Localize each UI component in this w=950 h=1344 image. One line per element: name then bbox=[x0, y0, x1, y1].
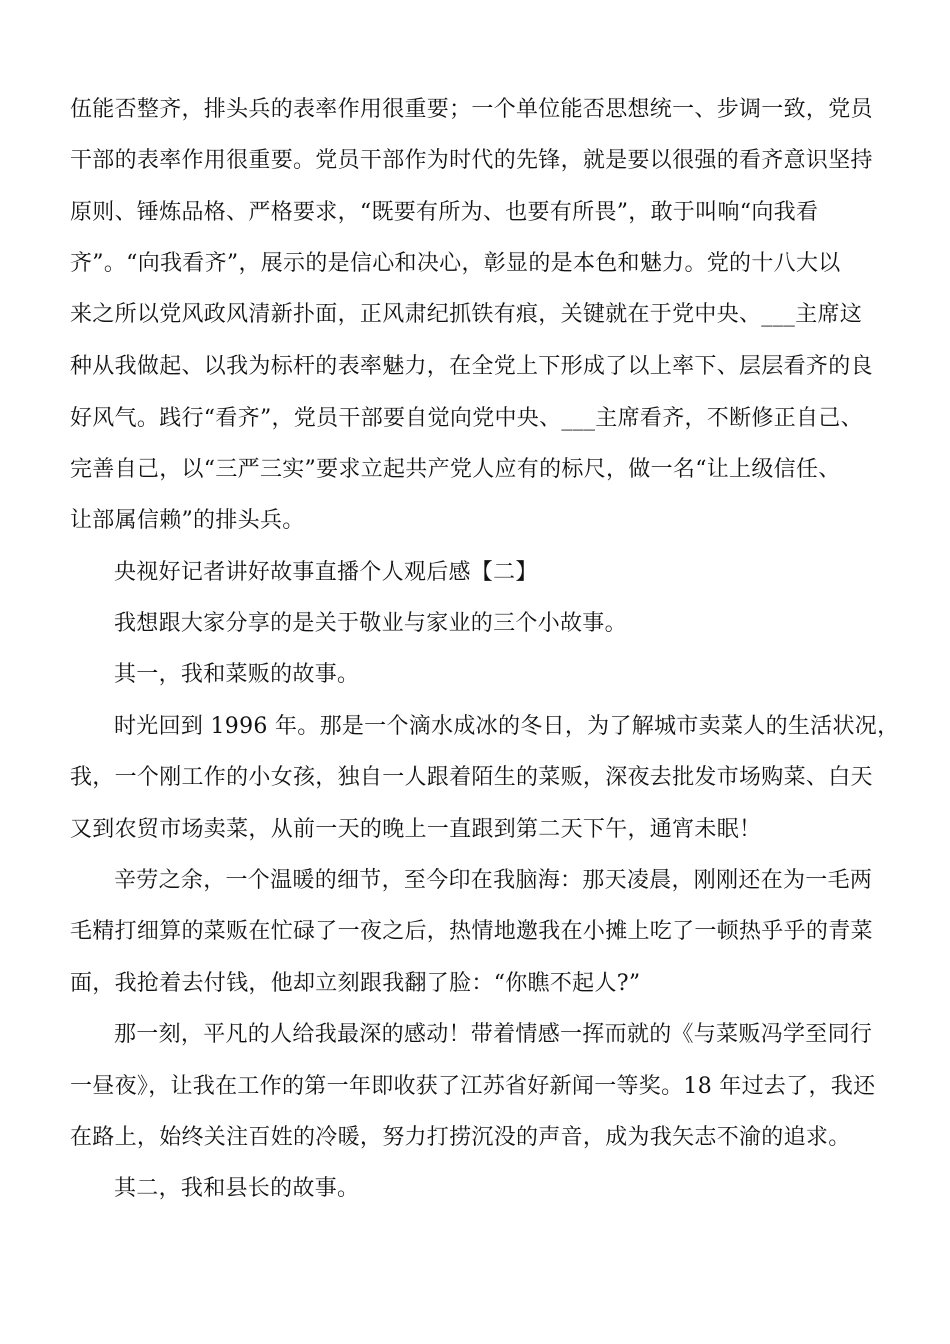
paragraph-line: 我，一个刚工作的小女孩，独自一人跟着陌生的菜贩，深夜去批发市场购菜、白天 bbox=[70, 765, 873, 790]
story-heading: 其一，我和菜贩的故事。 bbox=[114, 662, 360, 687]
paragraph-line: 那一刻，平凡的人给我最深的感动！带着情感一挥而就的《与菜贩冯学至同行 bbox=[114, 1022, 873, 1047]
paragraph-line: 时光回到 1996 年。那是一个滴水成冰的冬日，为了解城市卖菜人的生活状况， bbox=[114, 714, 900, 739]
paragraph-line: 来之所以党风政风清新扑面，正风肃纪抓铁有痕，关键就在于党中央、___主席这 bbox=[70, 302, 863, 327]
section-heading: 央视好记者讲好故事直播个人观后感【二】 bbox=[114, 560, 538, 585]
paragraph-line: 齐”。“向我看齐”，展示的是信心和决心，彰显的是本色和魅力。党的十八大以 bbox=[70, 251, 841, 276]
story-heading: 其二，我和县长的故事。 bbox=[114, 1176, 360, 1201]
paragraph-line: 原则、锤炼品格、严格要求，“既要有所为、也要有所畏”，敢于叫响“向我看 bbox=[70, 200, 819, 225]
paragraph-line: 我想跟大家分享的是关于敬业与家业的三个小故事。 bbox=[114, 611, 627, 636]
paragraph-line: 毛精打细算的菜贩在忙碌了一夜之后，热情地邀我在小摊上吃了一顿热乎乎的青菜 bbox=[70, 919, 873, 944]
paragraph-line: 好风气。践行“看齐”，党员干部要自觉向党中央、___主席看齐，不断修正自己、 bbox=[70, 406, 863, 431]
paragraph-line: 又到农贸市场卖菜，从前一天的晚上一直跟到第二天下午，通宵未眠！ bbox=[70, 817, 762, 842]
paragraph-line: 一昼夜》，让我在工作的第一年即收获了江苏省好新闻一等奖。18 年过去了，我还 bbox=[70, 1074, 876, 1099]
paragraph-line: 让部属信赖”的排头兵。 bbox=[70, 508, 305, 533]
paragraph-line: 干部的表率作用很重要。党员干部作为时代的先锋，就是要以很强的看齐意识坚持 bbox=[70, 148, 873, 173]
paragraph-line: 在路上，始终关注百姓的冷暖，努力打捞沉没的声音，成为我矢志不渝的追求。 bbox=[70, 1125, 851, 1150]
paragraph-line: 完善自己，以“三严三实”要求立起共产党人应有的标尺，做一名“让上级信任、 bbox=[70, 457, 841, 482]
paragraph-line: 辛劳之余，一个温暖的细节，至今印在我脑海：那天凌晨，刚刚还在为一毛两 bbox=[114, 868, 873, 893]
paragraph-line: 种从我做起、以我为标杆的表率魅力，在全党上下形成了以上率下、层层看齐的良 bbox=[70, 354, 873, 379]
paragraph-line: 面，我抢着去付钱，他却立刻跟我翻了脸：“你瞧不起人?” bbox=[70, 971, 641, 996]
paragraph-line: 伍能否整齐，排头兵的表率作用很重要；一个单位能否思想统一、步调一致，党员 bbox=[70, 97, 873, 122]
